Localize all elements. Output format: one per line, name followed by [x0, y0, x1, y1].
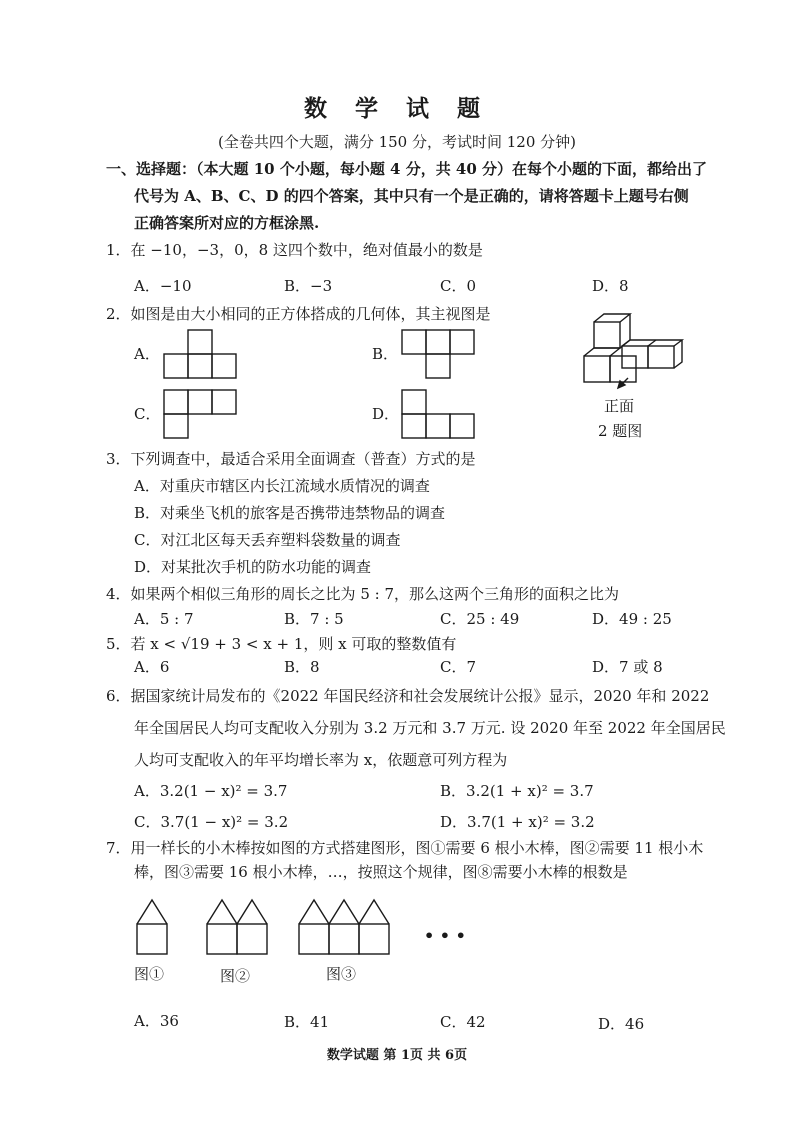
q1-option-b: B．−3	[284, 277, 333, 295]
q5-stem: 5．若 x < √19 + 3 < x + 1，则 x 可取的整数值有	[106, 635, 457, 653]
page-title: 数 学 试 题	[303, 95, 491, 122]
q2-cube-figure	[580, 312, 684, 392]
q7-option-a: A．36	[134, 1012, 179, 1030]
q6-line2: 年全国居民人均可支配收入分别为 3.2 万元和 3.7 万元. 设 2020 年至 2022 年全国居民	[134, 719, 726, 737]
section-instruction-line3: 正确答案所对应的方框涂黑.	[134, 214, 320, 232]
q7-option-b: B．41	[284, 1013, 330, 1031]
q5-option-d: D．7 或 8	[592, 658, 663, 676]
page-footer: 数学试题 第 1页 共 6页	[326, 1048, 468, 1063]
q6-option-d: D．3.7(1 + x)² = 3.2	[440, 813, 595, 831]
q5-option-c: C．7	[440, 658, 477, 676]
q2-label-b: B．	[372, 345, 399, 363]
q7-ellipsis: • • •	[424, 926, 466, 945]
q4-option-a: A．5 : 7	[134, 610, 194, 628]
q2-option-b-figure	[402, 330, 474, 378]
q2-option-a-figure	[164, 330, 236, 378]
q2-label-a: A．	[134, 345, 160, 363]
q7-figure-1	[136, 896, 168, 958]
q7-option-c: C．42	[440, 1013, 486, 1031]
q6-option-a: A．3.2(1 − x)² = 3.7	[134, 782, 288, 800]
q7-figure-3-label: 图③	[326, 965, 357, 983]
q1-option-a: A．−10	[134, 277, 192, 295]
q4-option-b: B．7 : 5	[284, 610, 344, 628]
q6-option-c: C．3.7(1 − x)² = 3.2	[134, 813, 289, 831]
q5-option-a: A．6	[134, 658, 170, 676]
q4-stem: 4．如果两个相似三角形的周长之比为 5 : 7，那么这两个三角形的面积之比为	[106, 585, 619, 603]
q3-option-b: B．对乘坐飞机的旅客是否携带违禁物品的调查	[134, 504, 446, 522]
q7-figure-2	[206, 896, 268, 958]
q2-figure-caption: 2 题图	[598, 422, 643, 440]
q4-option-d: D．49 : 25	[592, 610, 672, 628]
q3-option-a: A．对重庆市辖区内长江流域水质情况的调查	[134, 477, 430, 495]
q2-label-d: D．	[372, 405, 400, 423]
page-subtitle: (全卷共四个大题，满分 150 分，考试时间 120 分钟)	[217, 133, 577, 151]
q1-option-c: C．0	[440, 277, 477, 295]
q7-figure-2-label: 图②	[220, 967, 251, 985]
q2-front-label: 正面	[604, 397, 635, 415]
q1-option-d: D．8	[592, 277, 629, 295]
q3-stem: 3．下列调查中，最适合采用全面调查（普查）方式的是	[106, 450, 476, 468]
q7-figure-1-label: 图①	[134, 965, 165, 983]
q4-option-c: C．25 : 49	[440, 610, 520, 628]
q7-option-d: D．46	[598, 1015, 645, 1033]
q7-line1: 7．用一样长的小木棒按如图的方式搭建图形，图①需要 6 根小木棒，图②需要 11 根小木	[106, 839, 704, 857]
q5-option-b: B．8	[284, 658, 320, 676]
q6-option-b: B．3.2(1 + x)² = 3.7	[440, 782, 594, 800]
q3-option-d: D．对某批次手机的防水功能的调查	[134, 558, 372, 576]
section-instruction-line1: 一、选择题：（本大题 10 个小题，每小题 4 分，共 40 分）在每个小题的下面，都给出了	[106, 160, 708, 178]
q6-line3: 人均可支配收入的年平均增长率为 x，依题意可列方程为	[134, 751, 508, 769]
q2-stem: 2．如图是由大小相同的正方体搭成的几何体，其主视图是	[106, 305, 491, 323]
q1-stem: 1．在 −10，−3，0，8 这四个数中，绝对值最小的数是	[106, 241, 483, 259]
q2-option-c-figure	[164, 390, 236, 438]
q7-line2: 棒，图③需要 16 根小木棒，…，按照这个规律，图⑧需要小木棒的根数是	[134, 863, 628, 881]
q7-figure-3	[298, 896, 390, 958]
section-instruction-line2: 代号为 A、B、C、D 的四个答案，其中只有一个是正确的，请将答题卡上题号右侧	[134, 187, 689, 205]
q6-line1: 6．据国家统计局发布的《2022 年国民经济和社会发展统计公报》显示，2020 年和 2022	[106, 687, 710, 705]
q3-option-c: C．对江北区每天丢弃塑料袋数量的调查	[134, 531, 401, 549]
q2-option-d-figure	[402, 390, 474, 438]
q2-label-c: C．	[134, 405, 161, 423]
